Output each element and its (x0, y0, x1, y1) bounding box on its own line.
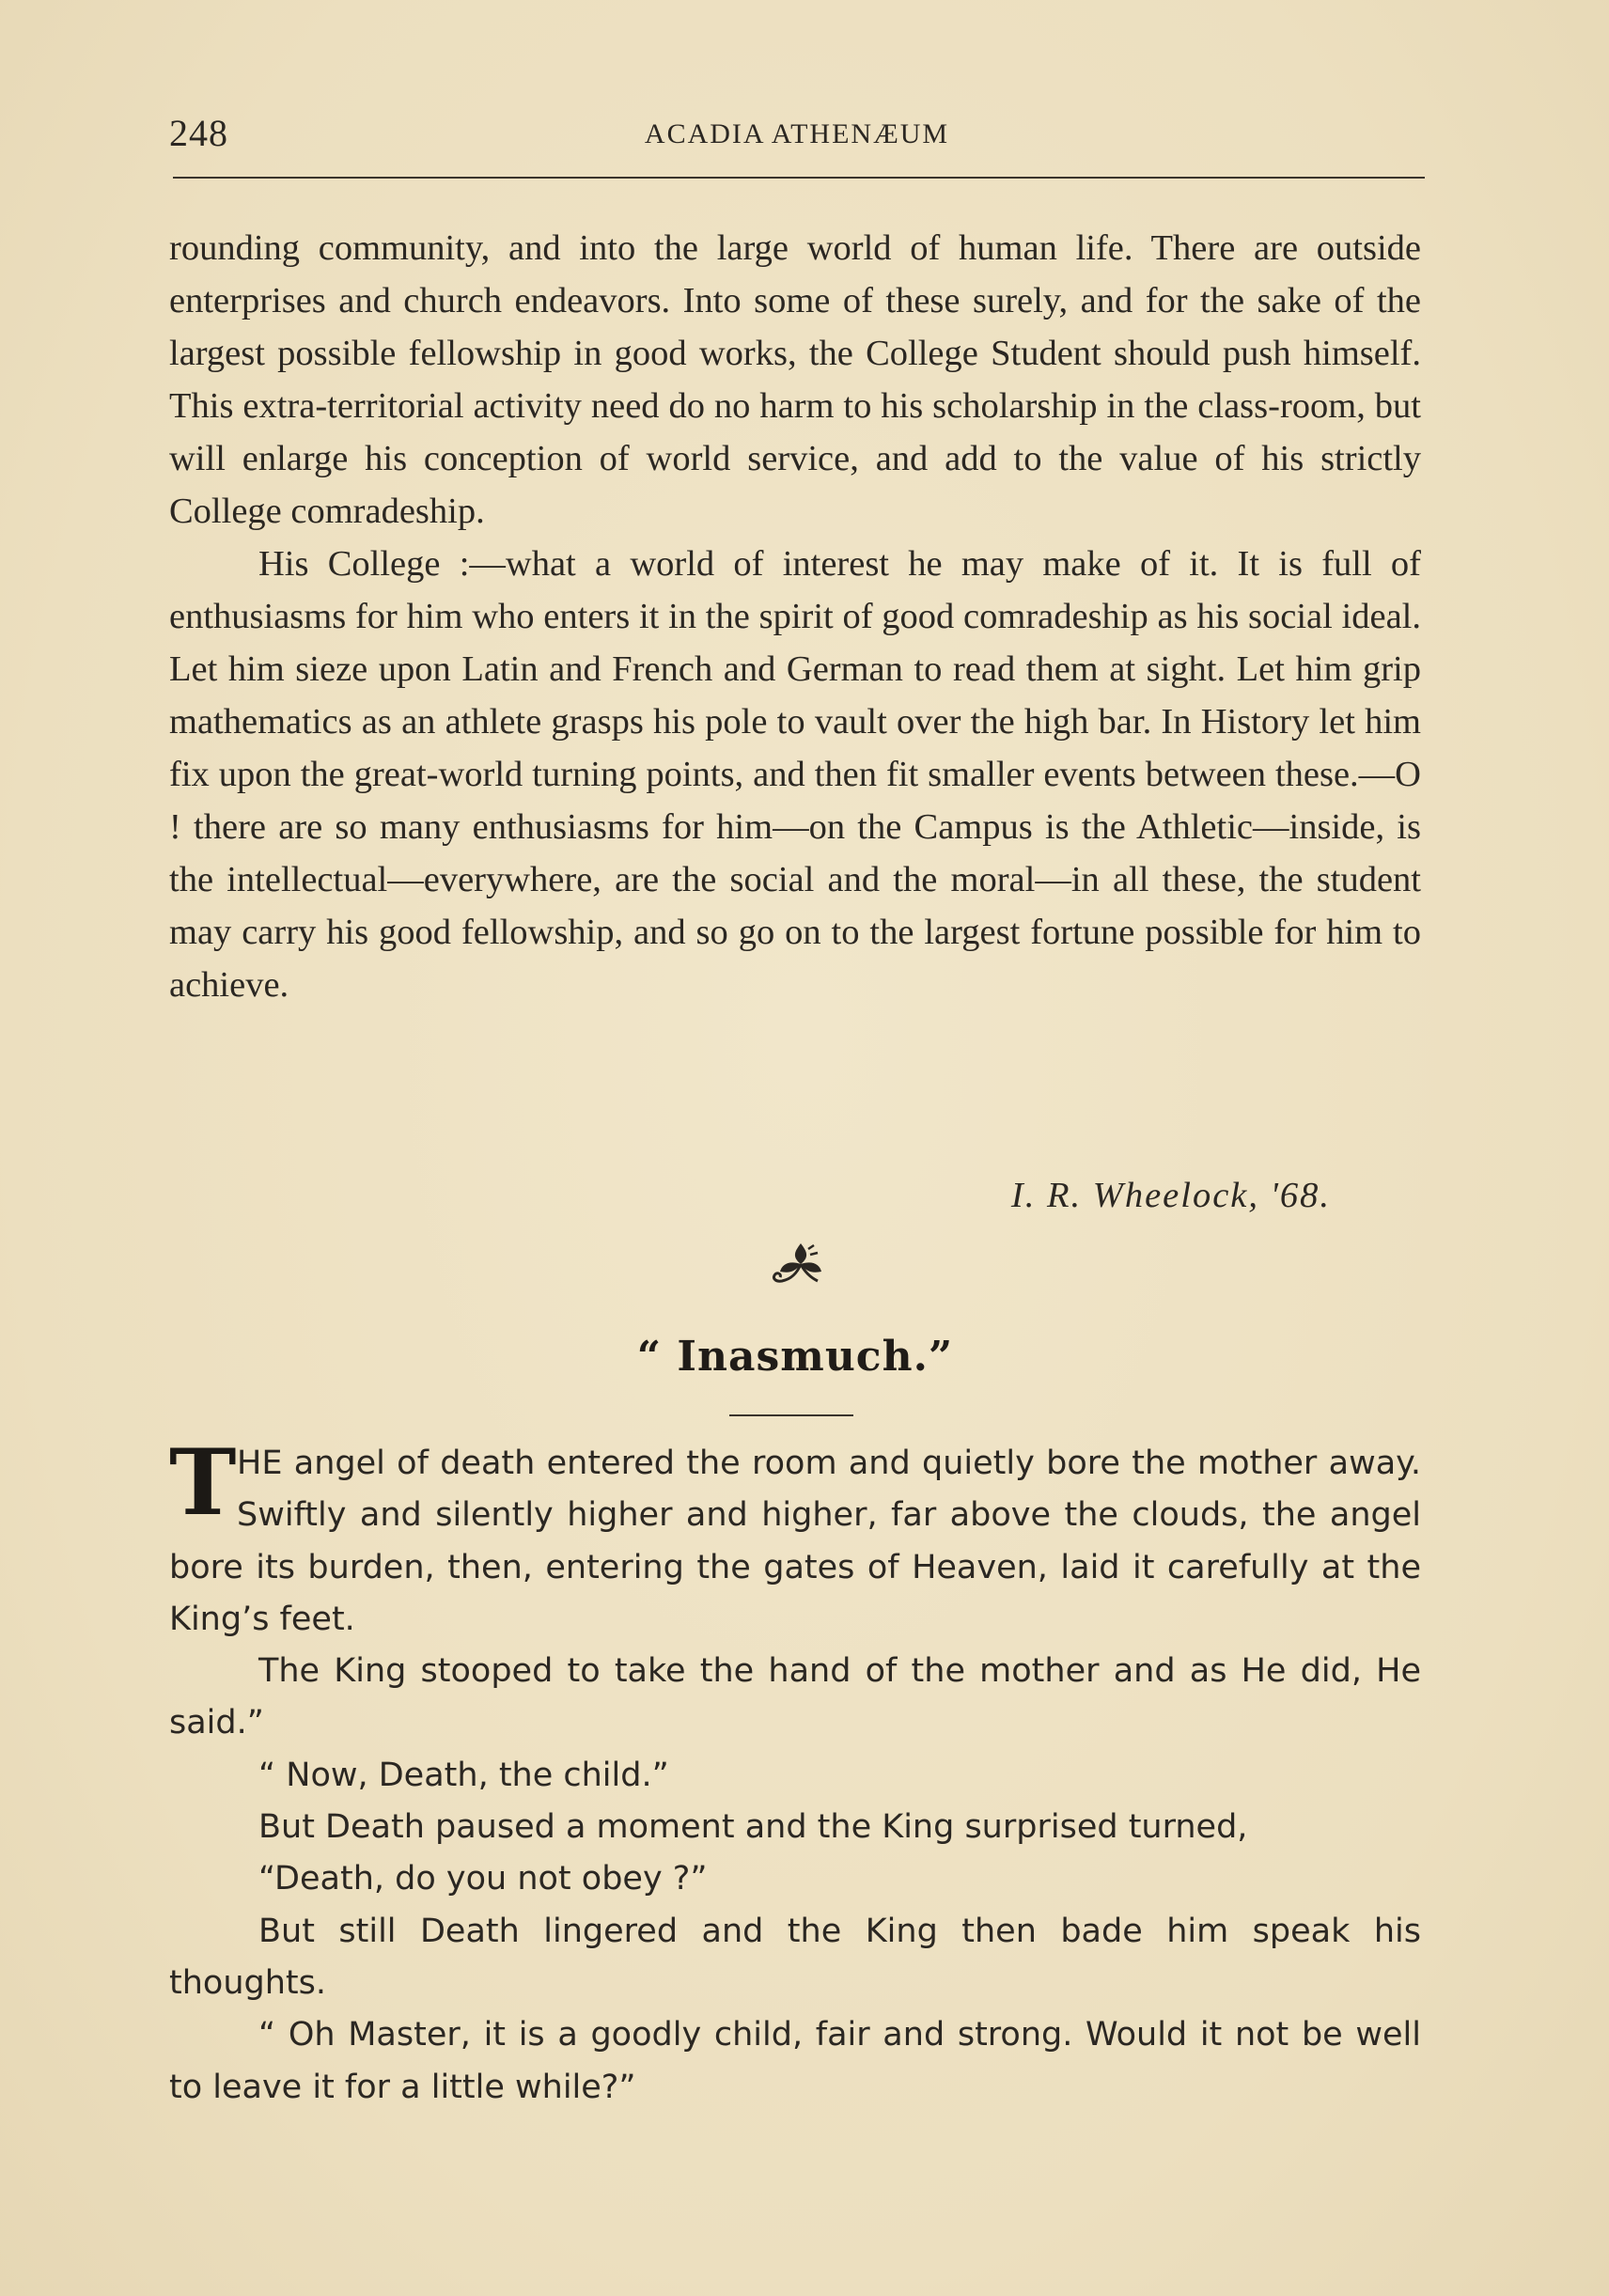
drop-cap: T (169, 1429, 237, 1536)
article-body (169, 222, 1421, 1011)
story-body (169, 1429, 1421, 2114)
opening-text: HE angel of death entered the room and quietly bore the mother away. Swiftly and silently higher and higher, far above the clouds, the angel bore its burden, then, entering the gates of Heaven, laid it carefully at the King’s feet. (169, 1445, 1421, 1638)
leaf-ornament-icon (763, 1236, 838, 1292)
page-number: 248 (169, 112, 228, 154)
paragraph: The King stooped to take the hand of the mother and as He did, He said.” (169, 1652, 1421, 1742)
title-rule (729, 1414, 853, 1416)
paragraph: rounding community, and into the large world of human life. There are outside enterprises and church endeavors. Into some of these surely, and for the sake of the largest possible fellowship in good works, the College Student should push himself. This extra-territorial activity need do no harm to his scholarship in the class-room, but will enlarge his conception of world service, and add to the value of his strictly College comradeship. (169, 228, 1421, 531)
running-head (169, 111, 1425, 158)
paragraph: “Death, do you not obey ?” (258, 1860, 708, 1898)
article-title: “ Inasmuch.” (636, 1333, 954, 1381)
opening-paragraph (169, 1429, 1421, 1646)
paragraph: But Death paused a moment and the King surprised turned, (258, 1808, 1248, 1847)
paragraph: “ Oh Master, it is a goodly child, fair and strong. Would it not be well to leave it for a little while?” (169, 2016, 1421, 2106)
author-signature: I. R. Wheelock, '68. (1010, 1176, 1331, 1215)
header-rule (173, 177, 1425, 179)
paragraph: His College :—what a world of interest he may make of it. It is full of enthusiasms for him who enters it in the spirit of good comradeship as his social ideal. Let him sieze upon Latin and French and German to read them at sight. Let him grip mathematics as an athlete grasps his pole to vault over the high bar. In History let him fix upon the great-world turning points, and then fit smaller events between these.—O ! there are so many enthusiasms for him—on the Campus is the Athletic—inside, is the intellectual—everywhere, are the social and the moral—in all these, the student may carry his good fellowship, and so go on to the largest fortune possible for him to achieve. (169, 544, 1421, 1005)
paragraph: “ Now, Death, the child.” (258, 1756, 669, 1794)
journal-title: ACADIA ATHENÆUM (644, 118, 950, 149)
paragraph: But still Death lingered and the King then bade him speak his thoughts. (169, 1912, 1421, 2002)
